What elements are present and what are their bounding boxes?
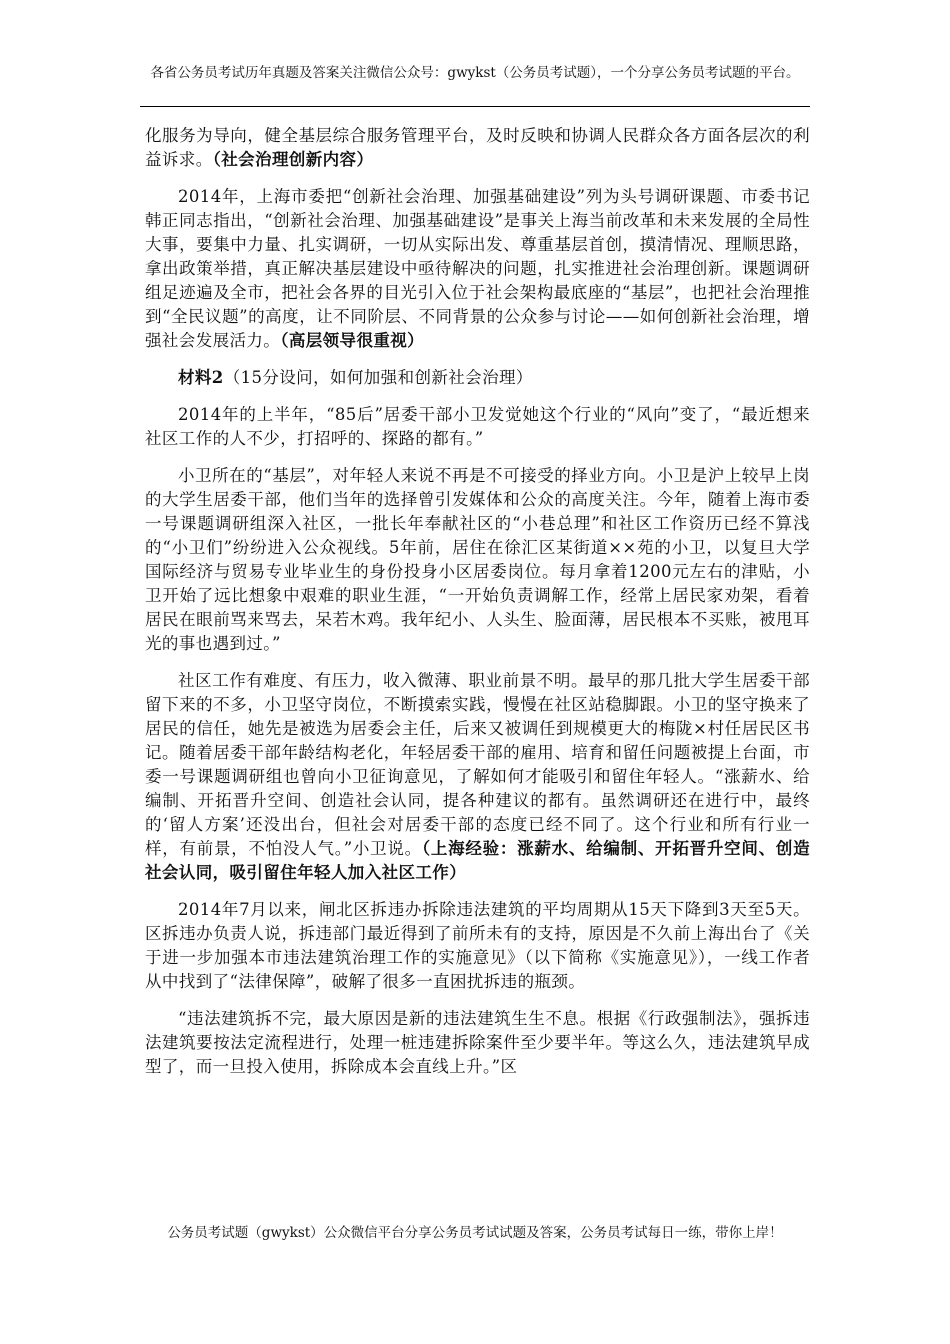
paragraph bbox=[145, 185, 810, 353]
page-footer: 公务员考试题（gwykst）公众微信平台分享公务员考试试题及答案，公务员考试每日一练，带你上岸！ bbox=[167, 1225, 783, 1241]
paragraph-annotation: （上海经验：涨薪水、给编制、开拓晋升空间、创造社会认同，吸引留住年轻人加入社区工作） bbox=[145, 839, 810, 882]
paragraph-text: 小卫所在的“基层”，对年轻人来说不再是不可接受的择业方向。小卫是沪上较早上岗的大学生居委干部，他们当年的选择曾引发媒体和公众的高度关注。今年，随着上海市委一号课题调研组深入社区，一批长年奉献社区的“小巷总理”和社区工作资历已经不算浅的“小卫们”纷纷进入公众视线。5年前，居住在徐汇区某街道××苑的小卫，以复旦大学国际经济与贸易专业毕业生的身份投身小区居委岗位。每月拿着1200元左右的津贴，小卫开始了远比想象中艰难的职业生涯，“一开始负责调解工作，经常上居民家劝架，看着居民在眼前骂来骂去，呆若木鸡。我年纪小、人头生、脸面薄，居民根本不买账，被甩耳光的事也遇到过。” bbox=[145, 466, 810, 653]
paragraph-text: 2014年的上半年，“85后”居委干部小卫发觉她这个行业的“风向”变了，“最近想来社区工作的人不少，打招呼的、探路的都有。” bbox=[145, 405, 810, 448]
paragraph-text: 社区工作有难度、有压力，收入微薄、职业前景不明。最早的那几批大学生居委干部留下来的不多，小卫坚守岗位，不断摸索实践，慢慢在社区站稳脚跟。小卫的坚守换来了居民的信任，她先是被选为居委会主任，后来又被调任到规模更大的梅陇×村任居民区书记。随着居委干部年龄结构老化，年轻居委干部的雇用、培育和留任问题被提上台面，市委一号课题调研组也曾向小卫征询意见，了解如何才能吸引和留住年轻人。“涨薪水、给编制、开拓晋升空间、创造社会认同，提各种建议的都有。虽然调研还在进行中，最终的‘留人方案’还没出台，但社会对居委干部的态度已经不同了。这个行业和所有行业一样，有前景，不怕没人气。”小卫说。 bbox=[145, 671, 810, 858]
paragraph-text: 2014年7月以来，闸北区拆违办拆除违法建筑的平均周期从15天下降到3天至5天。区拆违办负责人说，拆违部门最近得到了前所未有的支持，原因是不久前上海出台了《关于进一步加强本市违法建筑治理工作的实施意见》（以下简称《实施意见》），一线工作者从中找到了“法律保障”，破解了很多一直困扰拆违的瓶颈。 bbox=[145, 900, 810, 991]
paragraph-text: 2014年，上海市委把“创新社会治理、加强基础建设”列为头号调研课题、市委书记韩正同志指出，“创新社会治理、加强基础建设”是事关上海当前改革和未来发展的全局性大事，要集中力量、扎实调研，一切从实际出发、尊重基层首创，摸清情况、理顺思路，拿出政策举措，真正解决基层建设中亟待解决的问题，扎实推进社会治理创新。课题调研组足迹遍及全市，把社会各界的目光引入位于社会架构最底座的“基层”，也把社会治理推到“全民议题”的高度，让不同阶层、不同背景的公众参与讨论——如何创新社会治理，增强社会发展活力。 bbox=[145, 187, 810, 350]
document-body bbox=[145, 124, 810, 1092]
material-prompt: （15分设问，如何加强和创新社会治理） bbox=[223, 368, 533, 387]
page-header: 各省公务员考试历年真题及答案关注微信公众号：gwykst（公务员考试题），一个分享公务员考试题的平台。 bbox=[150, 65, 800, 81]
material-heading bbox=[145, 366, 810, 390]
material-label: 材料2 bbox=[178, 368, 224, 387]
paragraph bbox=[145, 124, 810, 172]
paragraph bbox=[145, 403, 810, 451]
paragraph-annotation: （社会治理创新内容） bbox=[212, 150, 374, 169]
paragraph bbox=[145, 1007, 810, 1079]
paragraph bbox=[145, 464, 810, 656]
paragraph bbox=[145, 669, 810, 885]
paragraph bbox=[145, 898, 810, 994]
paragraph-annotation: （高层领导很重视） bbox=[280, 331, 425, 350]
paragraph-text: “违法建筑拆不完，最大原因是新的违法建筑生生不息。根据《行政强制法》，强拆违法建筑要按法定流程进行，处理一桩违建拆除案件至少要半年。等这么久，违法建筑早成型了，而一旦投入使用，拆除成本会直线上升。”区 bbox=[145, 1009, 810, 1076]
header-divider bbox=[140, 106, 810, 107]
paragraph-text: 化服务为导向，健全基层综合服务管理平台，及时反映和协调人民群众各方面各层次的利益诉求。 bbox=[145, 126, 810, 169]
